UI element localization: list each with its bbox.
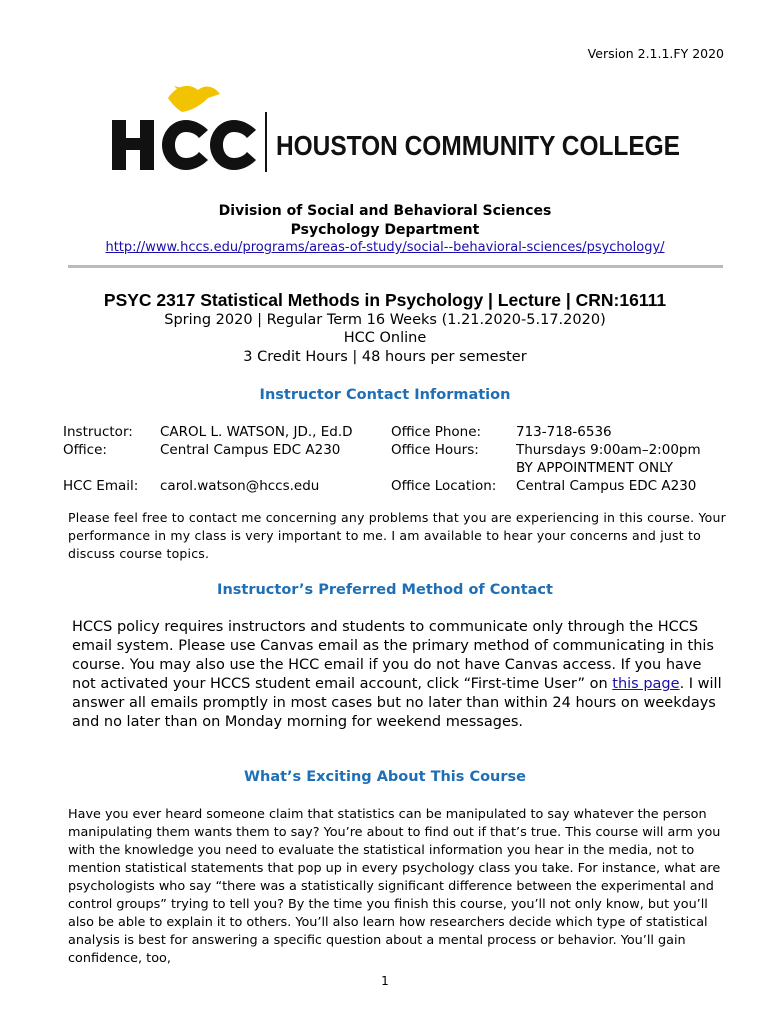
page-number: 1 bbox=[381, 974, 389, 988]
email-value[interactable]: carol.watson@hccs.edu bbox=[160, 478, 320, 494]
version-label: Version 2.1.1.FY 2020 bbox=[587, 46, 724, 61]
eagle-icon bbox=[168, 86, 220, 112]
course-credits: 3 Credit Hours | 48 hours per semester bbox=[243, 349, 527, 365]
this-page-link[interactable]: this page bbox=[612, 676, 680, 692]
course-title: PSYC 2317 Statistical Methods in Psychology | Lecture | CRN:16111 bbox=[103, 290, 667, 310]
office-value: Central Campus EDC A230 bbox=[160, 442, 341, 458]
hours-value: Thursdays 9:00am–2:00pm bbox=[516, 442, 701, 458]
preferred-heading: Instructor’s Preferred Method of Contact bbox=[217, 582, 553, 598]
exciting-heading: What’s Exciting About This Course bbox=[244, 769, 526, 785]
preferred-paragraph bbox=[72, 618, 722, 732]
header-divider bbox=[68, 265, 723, 268]
hours-note: BY APPOINTMENT ONLY bbox=[516, 460, 674, 476]
preferred-text-after: . I will answer all emails promptly in most cases but no later than within 24 hours on weekdays and no later than on Monday morning for weekend messages. bbox=[72, 676, 722, 730]
department-name: Psychology Department bbox=[290, 222, 480, 238]
phone-label: Office Phone: bbox=[391, 424, 482, 440]
office-label: Office: bbox=[63, 442, 107, 458]
location-value: Central Campus EDC A230 bbox=[516, 478, 697, 494]
contact-note: Please feel free to contact me concerning any problems that you are experiencing in this course. Your performance in my class is very important to me. I am available to hear your concerns and just to discuss course topics. bbox=[68, 510, 726, 561]
hours-label: Office Hours: bbox=[391, 442, 479, 458]
contact-heading: Instructor Contact Information bbox=[259, 387, 511, 403]
instructor-label: Instructor: bbox=[63, 424, 133, 440]
preferred-text-before: HCCS policy requires instructors and students to communicate only through the HCCS email system. Please use Canvas email as the primary method of communicating in this course. You may also use the HCC email if you do not have Canvas access. If you have not activated your HCCS student email account, click “First-time User” on bbox=[72, 619, 714, 692]
phone-value: 713-718-6536 bbox=[516, 424, 612, 440]
division-name: Division of Social and Behavioral Sciences bbox=[218, 203, 552, 219]
course-term: Spring 2020 | Regular Term 16 Weeks (1.21.2020-5.17.2020) bbox=[164, 312, 606, 328]
hcc-logo bbox=[110, 80, 690, 180]
instructor-value: CAROL L. WATSON, JD., Ed.D bbox=[160, 424, 353, 440]
email-label: HCC Email: bbox=[63, 478, 139, 494]
department-link[interactable]: http://www.hccs.edu/programs/areas-of-study/social--behavioral-sciences/psychology/ bbox=[105, 240, 665, 255]
exciting-paragraph: Have you ever heard someone claim that statistics can be manipulated to say whatever the person manipulating them wants them to say? You’re about to find out if that’s true. This course will arm you with the knowledge you need to evaluate the statistical information you hear in the media, not to mention statistical statements that pop up in every psychology class you take. For instance, what are psychologists who say “there was a statistically significant difference between the experimental and control groups” trying to tell you? By the time you finish this course, you’ll not only know, but you’ll also be able to explain it to others. You’ll also learn how researchers decide which type of statistical analysis is best for answering a specific question about a mental process or behavior. You’ll gain confidence, too, bbox=[68, 807, 721, 966]
college-name: HOUSTON COMMUNITY COLLEGE bbox=[276, 130, 680, 161]
location-label: Office Location: bbox=[391, 478, 497, 494]
course-mode: HCC Online bbox=[343, 330, 427, 346]
